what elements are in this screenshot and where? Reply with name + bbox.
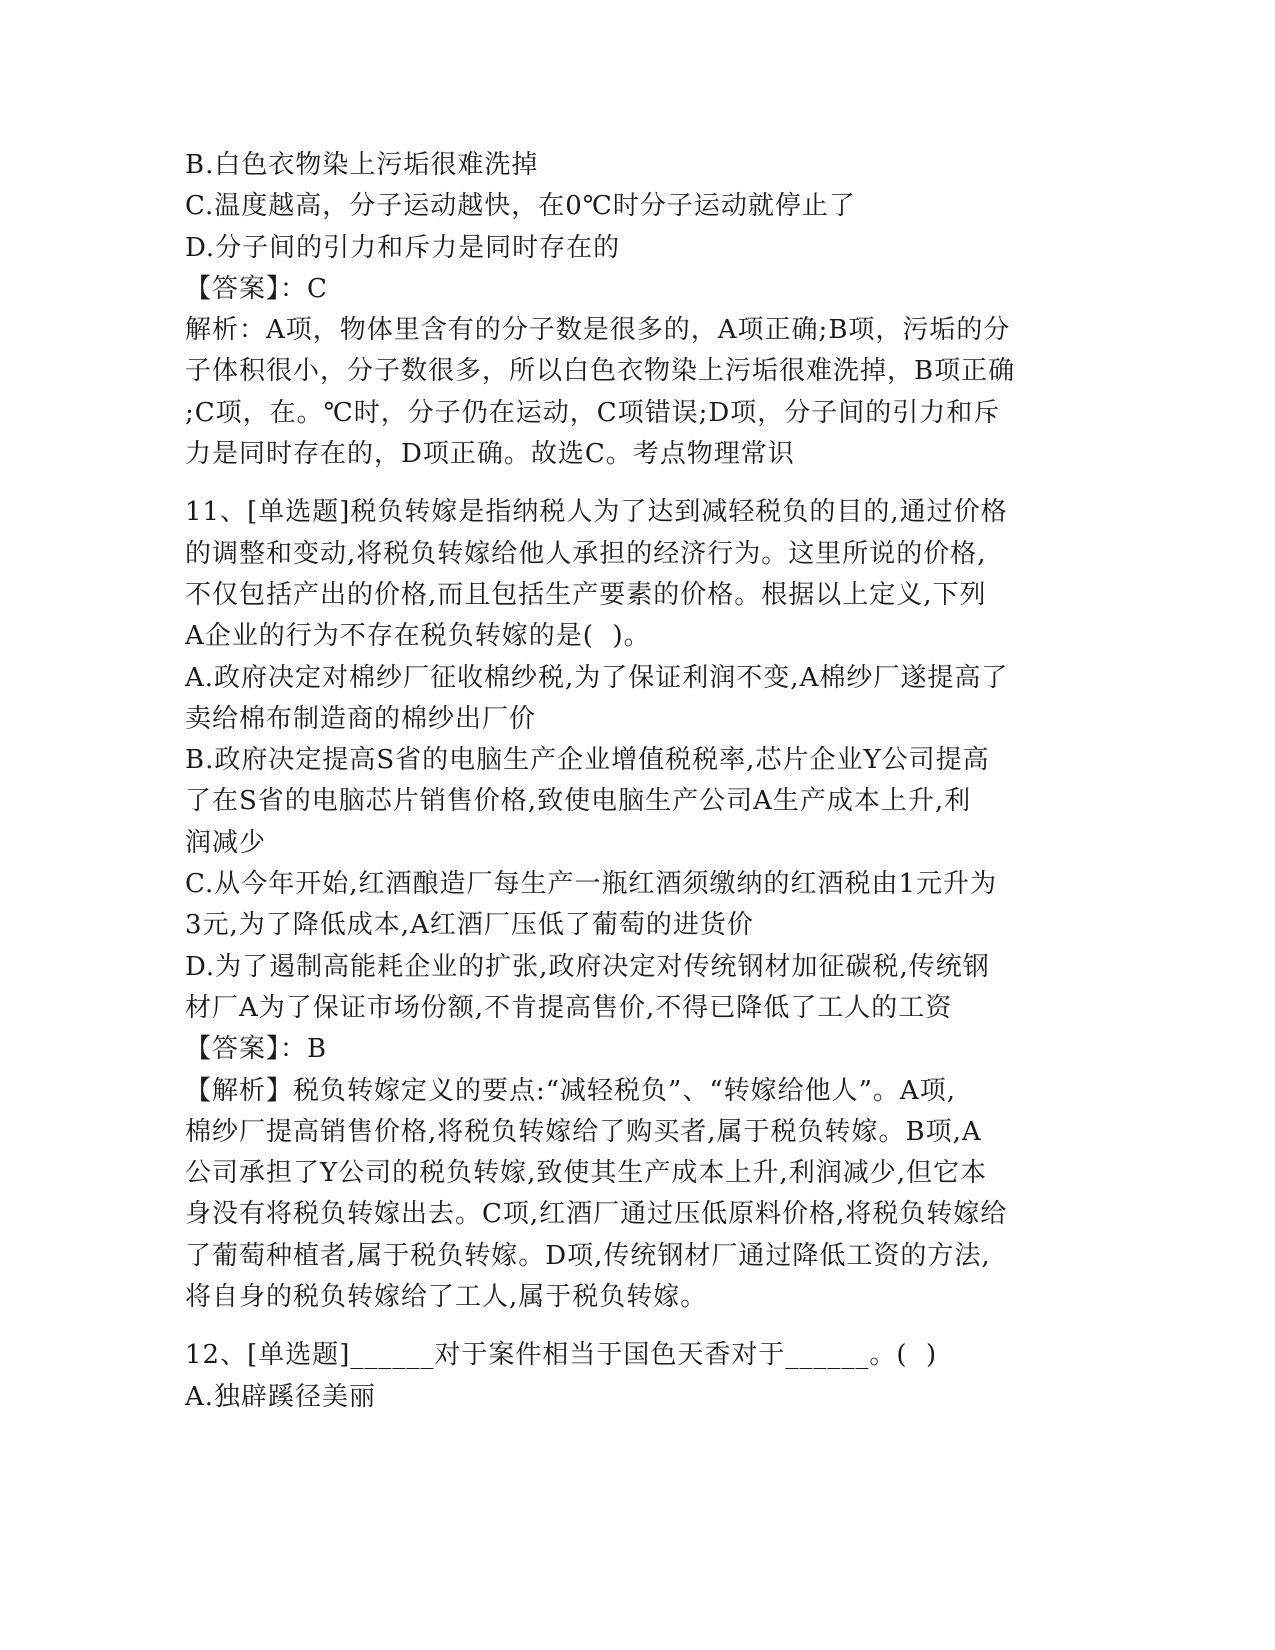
option-line: 材厂A为了保证市场份额,不肯提高售价,不得已降低了工人的工资	[185, 992, 953, 1023]
question-stem: 12、[单选题]______对于案件相当于国色天香对于______。( )	[185, 1340, 938, 1371]
analysis-line: 了葡萄种植者,属于税负转嫁。D项,传统钢材厂通过降低工资的方法,	[185, 1240, 991, 1271]
option-line: 卖给棉布制造商的棉纱出厂价	[185, 703, 537, 734]
stem-line: 的调整和变动,将税负转嫁给他人承担的经济行为。这里所说的价格,	[185, 538, 987, 569]
option-line: A.政府决定对棉纱厂征收棉纱税,为了保证利润不变,A棉纱厂遂提高了	[185, 662, 1009, 693]
analysis-line: 【解析】税负转嫁定义的要点:“减轻税负”、“转嫁给他人”。A项,	[185, 1075, 956, 1106]
question-10-continuation	[185, 145, 1065, 475]
analysis-line: 力是同时存在的，D项正确。故选C。考点物理常识	[185, 439, 795, 470]
question-12	[185, 1335, 1065, 1418]
question-stem	[185, 492, 1065, 657]
analysis-line: 身没有将税负转嫁出去。C项,红酒厂通过压低原料价格,将税负转嫁给	[185, 1199, 1008, 1230]
option-b	[185, 740, 1065, 864]
option-b: B.白色衣物染上污垢很难洗掉	[185, 150, 539, 180]
analysis-line: 将自身的税负转嫁给了工人,属于税负转嫁。	[185, 1282, 708, 1313]
stem-line: A企业的行为不存在税负转嫁的是( )。	[185, 621, 651, 652]
option-a	[185, 658, 1065, 741]
question-11	[185, 492, 1065, 1318]
option-line: 润减少	[185, 827, 267, 858]
option-line: D.为了遏制高能耗企业的扩张,政府决定对传统钢材加征碳税,传统钢	[185, 951, 990, 982]
answer: 【答案】：B	[185, 1034, 328, 1065]
stem-line: 不仅包括产出的价格,而且包括生产要素的价格。根据以上定义,下列	[185, 579, 987, 610]
answer: 【答案】：C	[185, 273, 328, 304]
analysis	[185, 310, 1065, 475]
option-c	[185, 864, 1065, 947]
stem-line: 11、[单选题]税负转嫁是指纳税人为了达到减轻税负的目的,通过价格	[185, 497, 1008, 528]
spacer	[185, 475, 1065, 492]
analysis-line: 解析：A项，物体里含有的分子数是很多的，A项正确;B项，污垢的分	[185, 315, 1011, 346]
option-a: A.独辟蹊径美丽	[185, 1381, 377, 1412]
analysis-line: 公司承担了Y公司的税负转嫁,致使其生产成本上升,利润减少,但它本	[185, 1158, 987, 1189]
document-body	[185, 145, 1065, 1418]
option-c: C.温度越高，分子运动越快，在0℃时分子运动就停止了	[185, 191, 856, 222]
option-line: B.政府决定提高S省的电脑生产企业增值税税率,芯片企业Y公司提高	[185, 745, 990, 776]
analysis-line: 子体积很小，分子数很多，所以白色衣物染上污垢很难洗掉，B项正确	[185, 356, 1016, 387]
option-line: 3元,为了降低成本,A红酒厂压低了葡萄的进货价	[185, 910, 754, 941]
analysis	[185, 1071, 1065, 1319]
spacer	[185, 1318, 1065, 1335]
option-d: D.分子间的引力和斥力是同时存在的	[185, 232, 621, 263]
option-line: C.从今年开始,红酒酿造厂每生产一瓶红酒须缴纳的红酒税由1元升为	[185, 869, 998, 900]
option-d	[185, 947, 1065, 1030]
analysis-line: 棉纱厂提高销售价格,将税负转嫁给了购买者,属于税负转嫁。B项,A	[185, 1116, 982, 1147]
option-line: 了在S省的电脑芯片销售价格,致使电脑生产公司A生产成本上升,利	[185, 786, 972, 817]
analysis-line: ;C项，在。℃时，分子仍在运动，C项错误;D项，分子间的引力和斥	[185, 397, 1001, 428]
